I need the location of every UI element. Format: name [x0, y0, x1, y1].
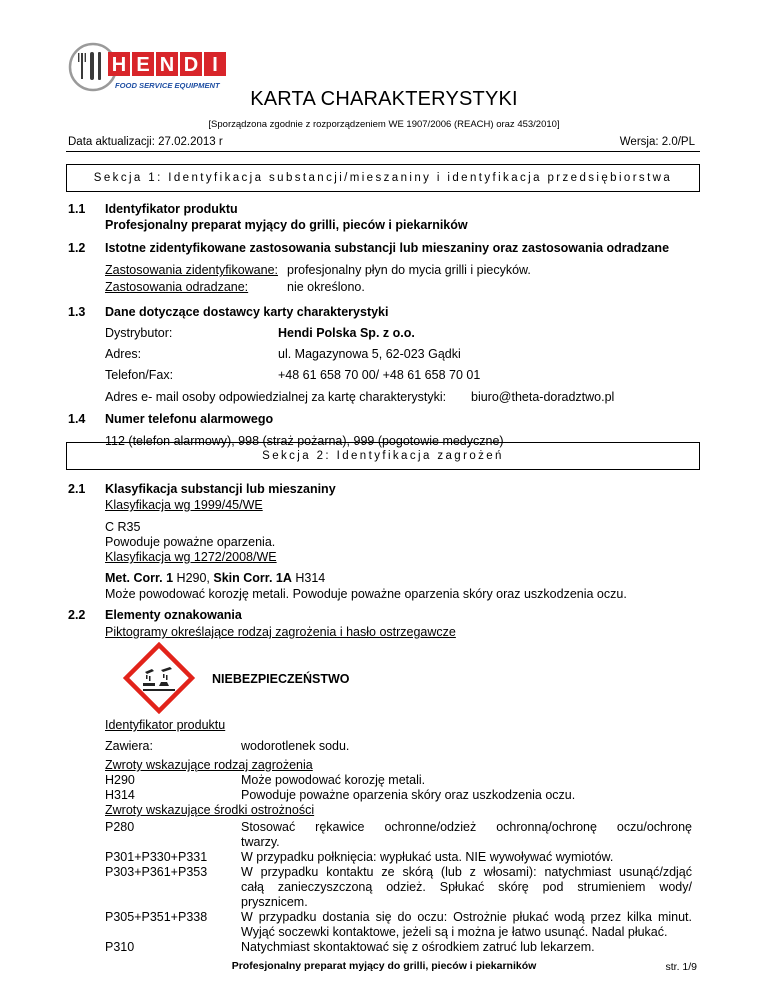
hazard-text: Powoduje poważne oparzenia skóry oraz uszkodzenia oczu.	[241, 788, 576, 802]
classification-1-desc: Powoduje poważne oparzenia.	[105, 535, 276, 549]
email-label: Adres e- mail osoby odpowiedzialnej za kartę charakterystyki:	[105, 390, 447, 404]
logo-letter: E	[136, 54, 150, 76]
subsection-number: 2.1	[68, 482, 86, 496]
subsection-heading: Klasyfikacja substancji lub mieszaniny	[105, 482, 336, 496]
subsection-heading: Dane dotyczące dostawcy karty charakterystyki	[105, 305, 389, 319]
subsection-number: 2.2	[68, 608, 86, 622]
pictogram-label: Piktogramy określające rodzaj zagrożenia i hasło ostrzegawcze	[105, 625, 456, 639]
footer-product-name: Profesjonalny preparat myjący do grilli, pieców i piekarników	[231, 960, 537, 972]
logo-letters	[108, 52, 226, 76]
product-identifier-label: Identyfikator produktu	[105, 718, 226, 732]
hazard-text: Może powodować korozję metali.	[241, 773, 426, 787]
subsection-heading: Numer telefonu alarmowego	[105, 412, 274, 426]
subsection-number: 1.2	[68, 241, 86, 255]
precaution-text-line: W przypadku dostania się do oczu: Ostrożnie płukać wodą przez kilka minut.	[241, 910, 692, 924]
classification-2-desc: Może powodować korozję metali. Powoduje poważne oparzenia skóry oraz uszkodzenia oczu.	[105, 587, 627, 601]
identified-uses-label: Zastosowania zidentyfikowane:	[105, 263, 279, 277]
logo-letter: I	[212, 54, 218, 76]
classification-2-codes	[105, 571, 325, 585]
hazard-statements-label: Zwroty wskazujące rodzaj zagrożenia	[105, 758, 313, 772]
emergency-numbers: 112 (telefon alarmowy), 998 (straż pożarna), 999 (pogotowie medyczne)	[105, 434, 504, 448]
precaution-text-line: W przypadku połknięcia: wypłukać usta. NIE wywoływać wymiotów.	[241, 850, 614, 864]
logo-letter: H	[111, 54, 127, 76]
precaution-code: P280	[105, 820, 135, 834]
section-1-header: Sekcja 1: Identyfikacja substancji/mieszaniny i identyfikacja przedsiębiorstwa	[66, 164, 700, 192]
precaution-code: P301+P330+P331	[105, 850, 208, 864]
update-date: Data aktualizacji: 27.02.2013 r	[68, 136, 223, 148]
classification-1-code: C R35	[105, 520, 141, 534]
product-name: Profesjonalny preparat myjący do grilli, pieców i piekarników	[105, 218, 468, 232]
address-value: ul. Magazynowa 5, 62-023 Gądki	[278, 347, 461, 361]
address-label: Adres:	[105, 347, 142, 361]
classification-2-label: Klasyfikacja wg 1272/2008/WE	[105, 550, 277, 564]
subsection-number: 1.3	[68, 305, 86, 319]
hazard-code: H290	[105, 773, 135, 787]
precaution-text-line: W przypadku kontaktu ze skórą (lub z włosami): natychmiast usunąć/zdjąć	[241, 865, 692, 879]
corrosive-pictogram-icon	[123, 642, 195, 714]
classification-1-label: Klasyfikacja wg 1999/45/WE	[105, 498, 263, 512]
phone-label: Telefon/Fax:	[105, 368, 174, 382]
precaution-text-line: prysznicem.	[241, 895, 308, 909]
precaution-code: P310	[105, 940, 135, 954]
subsection-heading: Istotne zidentyfikowane zastosowania substancji lub mieszaniny oraz zastosowania odradzane	[105, 241, 670, 255]
cutlery-icon	[78, 52, 101, 80]
version-label: Wersja: 2.0/PL	[619, 136, 695, 148]
hazard-code-1: H290,	[173, 571, 214, 585]
section-2-header: Sekcja 2: Identyfikacja zagrożeń	[66, 442, 700, 470]
contains-label: Zawiera:	[105, 739, 153, 753]
distributor-label: Dystrybutor:	[105, 326, 173, 340]
advised-against-label: Zastosowania odradzane:	[105, 280, 249, 294]
subsection-heading: Identyfikator produktu	[105, 202, 238, 216]
precaution-text-line: całą zanieczyszczoną odzież. Spłukać skórę pod strumieniem wody/	[241, 880, 692, 894]
hazard-code: H314	[105, 788, 135, 802]
logo-letter: D	[183, 54, 199, 76]
logo-letter: N	[159, 54, 175, 76]
precaution-text-line: Wyjąć soczewki kontaktowe, jeżeli są i można je łatwo usunąć. Nadal płukać.	[241, 925, 668, 939]
subsection-number: 1.4	[68, 412, 86, 426]
hazard-code-2: H314	[291, 571, 326, 585]
advised-against-value: nie określono.	[287, 280, 365, 294]
distributor-value: Hendi Polska Sp. z o.o.	[278, 326, 415, 340]
precautionary-statements-label: Zwroty wskazujące środki ostrożności	[105, 803, 315, 817]
subsection-number: 1.1	[68, 202, 86, 216]
precaution-text-line: twarzy.	[241, 835, 280, 849]
identified-uses-value: profesjonalny płyn do mycia grilli i piecyków.	[287, 263, 531, 277]
email-value[interactable]: biuro@theta-doradztwo.pl	[471, 390, 615, 404]
header-divider	[66, 151, 700, 152]
precaution-code: P303+P361+P353	[105, 865, 208, 879]
precaution-text-line: Natychmiast skontaktować się z ośrodkiem zatruć lub lekarzem.	[241, 940, 595, 954]
regulation-note: [Sporządzona zgodnie z rozporządzeniem WE 1907/2006 (REACH) oraz 453/2010]	[208, 119, 560, 130]
signal-word: NIEBEZPIECZEŃSTWO	[212, 672, 350, 686]
hazard-class-1: Met. Corr. 1	[105, 571, 174, 585]
hazard-class-2: Skin Corr. 1A	[213, 571, 292, 585]
contains-value: wodorotlenek sodu.	[241, 739, 350, 753]
document-title: KARTA CHARAKTERYSTYKI	[250, 88, 518, 110]
page-number: str. 1/9	[665, 961, 697, 973]
precaution-code: P305+P351+P338	[105, 910, 208, 924]
subsection-heading: Elementy oznakowania	[105, 608, 242, 622]
precaution-text-line: Stosować rękawice ochronne/odzież ochronną/ochronę oczu/ochronę	[241, 820, 692, 834]
phone-value: +48 61 658 70 00/ +48 61 658 70 01	[278, 368, 481, 382]
logo-tagline: FOOD SERVICE EQUIPMENT	[115, 81, 220, 90]
